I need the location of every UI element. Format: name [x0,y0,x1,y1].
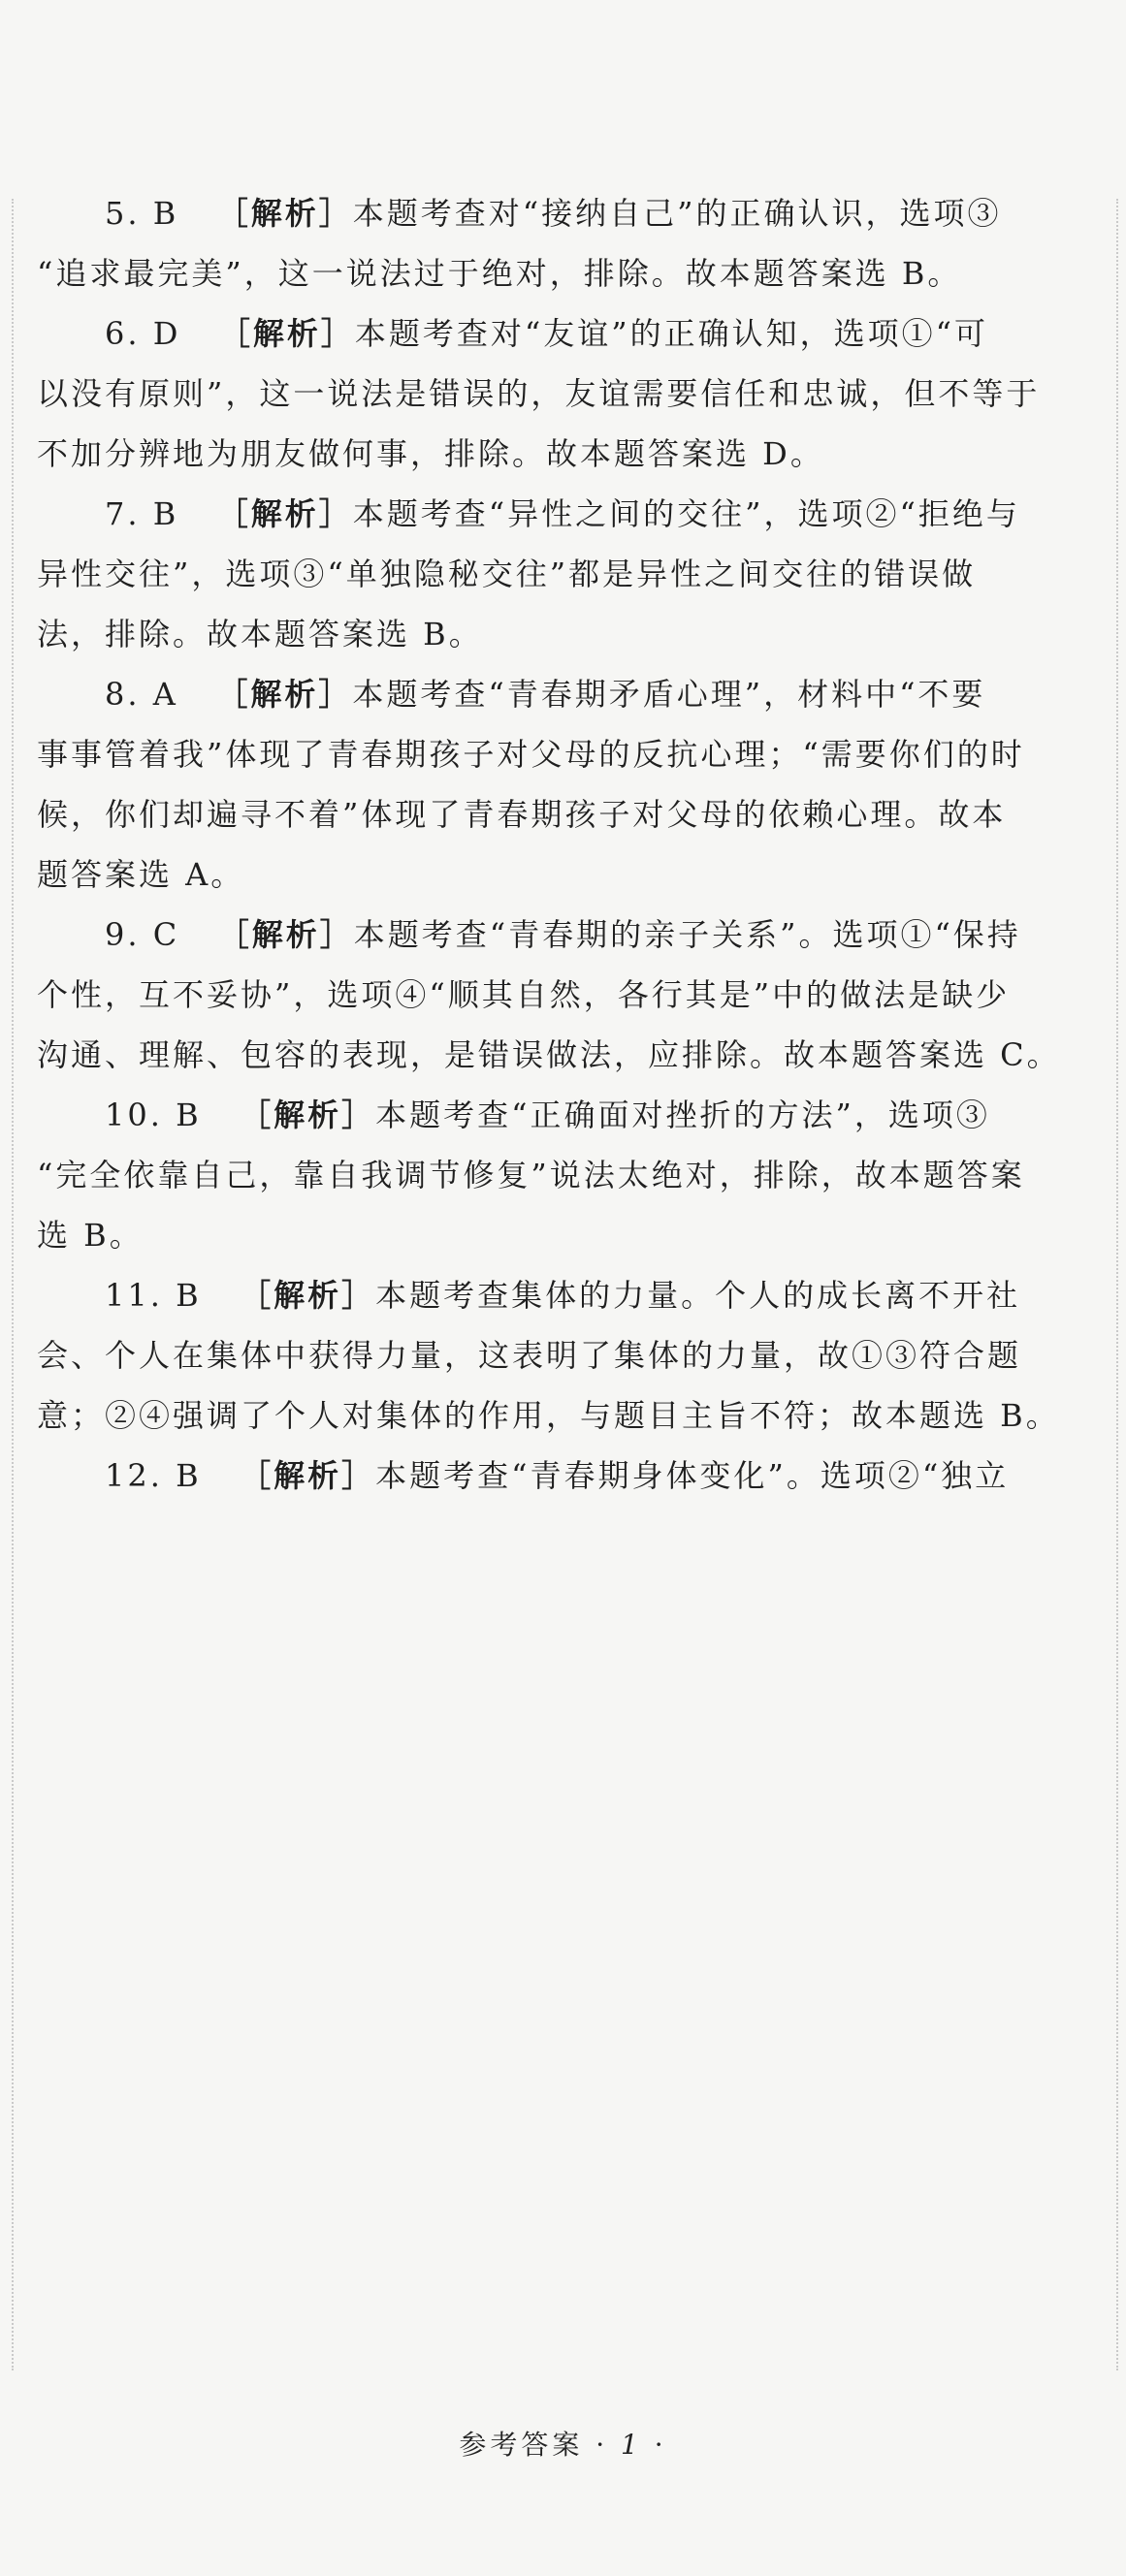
question-number: 10 [105,1097,150,1133]
answer-9-line-1: 9. C ［解析］本题考查“青春期的亲子关系”。选项①“保持 [105,916,1021,953]
answer-letter: A [152,676,178,713]
answer-text: 本题考查“异性之间的交往”，选项②“拒绝与 [352,495,1020,532]
question-number: 6 [105,315,128,352]
answer-11-line-3: 意；②④强调了个人对集体的作用，与题目主旨不符；故本题选 B。 [37,1397,1060,1434]
answer-12-line-1: 12. B ［解析］本题考查“青春期身体变化”。选项②“独立 [105,1457,1010,1494]
page-footer [0,2424,1126,2463]
answer-6-line-1: 6. D ［解析］本题考查对“友谊”的正确认知，选项①“可 [105,315,988,352]
answer-9-line-2: 个性，互不妥协”，选项④“顺其自然，各行其是”中的做法是缺少 [37,976,1011,1013]
analysis-tag: ［解析］ [240,1457,376,1494]
question-number: 5 [105,195,128,232]
answer-letter: B [152,495,179,532]
analysis-tag: ［解析］ [218,315,355,352]
answer-text: 本题考查“青春期身体变化”。选项②“独立 [375,1457,1010,1494]
answer-6-line-3: 不加分辨地为朋友做何事，排除。故本题答案选 D。 [37,435,824,472]
left-edge-dots [12,199,14,2370]
answer-text: 本题考查“青春期矛盾心理”，材料中“不要 [352,676,986,713]
footer-separator: · [595,2429,609,2461]
answer-10-line-2: “完全依靠自己，靠自我调节修复”说法太绝对，排除，故本题答案 [37,1157,1025,1193]
answer-5-line-2: “追求最完美”，这一说法过于绝对，排除。故本题答案选 B。 [37,255,962,292]
answer-letter: B [176,1097,202,1133]
answer-5-line-1: 5. B ［解析］本题考查对“接纳自己”的正确认识，选项③ [105,195,1002,232]
answer-10-line-1: 10. B ［解析］本题考查“正确面对挫折的方法”，选项③ [105,1097,990,1133]
answer-8-line-2: 事事管着我”体现了青春期孩子对父母的反抗心理；“需要你们的时 [37,736,1025,773]
answer-7-line-1: 7. B ［解析］本题考查“异性之间的交往”，选项②“拒绝与 [105,495,1020,532]
answer-letter: B [152,195,179,232]
question-number: 11 [105,1277,150,1314]
answer-text: 本题考查对“友谊”的正确认知，选项①“可 [354,315,988,352]
answer-text: 本题考查“青春期的亲子关系”。选项①“保持 [353,916,1021,953]
answer-letter: B [176,1277,202,1314]
analysis-tag: ［解析］ [240,1097,376,1133]
analysis-tag: ［解析］ [240,1277,376,1314]
answer-text: 本题考查对“接纳自己”的正确认识，选项③ [352,195,1002,232]
answer-letter: B [176,1457,202,1494]
analysis-tag: ［解析］ [216,195,353,232]
question-number: 9 [105,916,128,953]
answer-8-line-3: 候，你们却遍寻不着”体现了青春期孩子对父母的依赖心理。故本 [37,796,1007,833]
analysis-tag: ［解析］ [217,916,354,953]
analysis-tag: ［解析］ [216,495,353,532]
answer-6-line-2: 以没有原则”，这一说法是错误的，友谊需要信任和忠诚，但不等于 [37,375,1041,412]
question-number: 8 [105,676,128,713]
answer-7-line-2: 异性交往”，选项③“单独隐秘交往”都是异性之间交往的错误做 [37,556,977,592]
answer-text: 本题考查集体的力量。个人的成长离不开社 [375,1277,1021,1314]
footer-label: 参考答案 [459,2429,584,2461]
answer-letter: C [152,916,180,953]
page-number: 1 [621,2429,642,2461]
footer-trail: · [654,2429,667,2461]
question-number: 7 [105,495,128,532]
analysis-tag: ［解析］ [216,676,353,713]
question-number: 12 [105,1457,150,1494]
answer-7-line-3: 法，排除。故本题答案选 B。 [37,616,483,652]
right-edge-dots [1116,199,1118,2370]
answer-10-line-3: 选 B。 [37,1217,144,1254]
answer-11-line-2: 会、个人在集体中获得力量，这表明了集体的力量，故①③符合题 [37,1337,1022,1374]
answer-11-line-1: 11. B ［解析］本题考查集体的力量。个人的成长离不开社 [105,1277,1021,1314]
answer-text: 本题考查“正确面对挫折的方法”，选项③ [375,1097,990,1133]
answer-8-line-4: 题答案选 A。 [37,856,245,893]
answer-letter: D [152,315,181,352]
answer-9-line-3: 沟通、理解、包容的表现，是错误做法，应排除。故本题答案选 C。 [37,1036,1061,1073]
answer-8-line-1: 8. A ［解析］本题考查“青春期矛盾心理”，材料中“不要 [105,676,986,713]
